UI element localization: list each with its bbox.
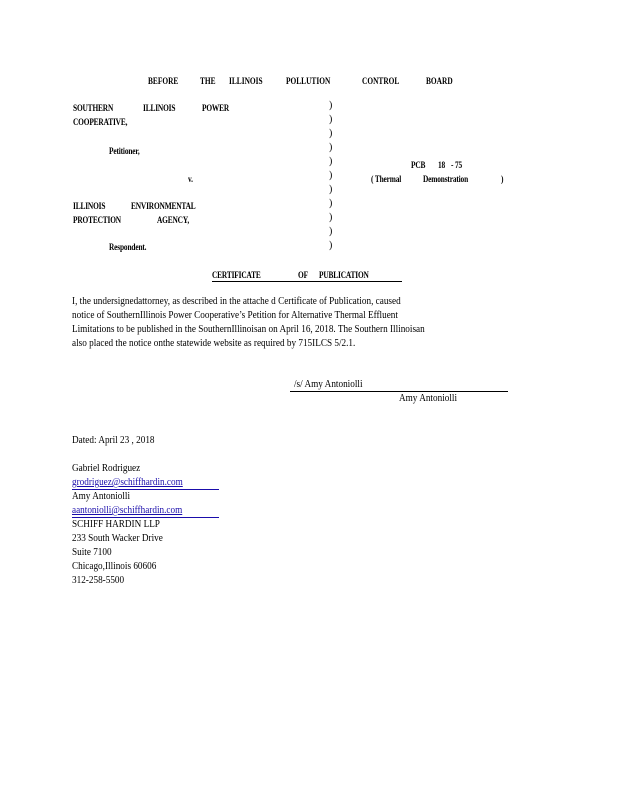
signature-line: /s/ Amy Antoniolli [294, 379, 363, 390]
certificate-title-word: CERTIFICATE [212, 270, 261, 280]
address-line: Suite 7100 [72, 547, 112, 558]
heading-word: THE [200, 76, 216, 86]
heading-word: BOARD [426, 76, 453, 86]
firm-name: SCHIFF HARDIN LLP [72, 519, 160, 530]
heading-word: ILLINOIS [229, 76, 263, 86]
body-line: I, the undersignedattorney, as described in the attache d Certificate of Publication, caused [72, 296, 401, 307]
body-line: also placed the notice onthe statewide website as required by 715ILCS 5/2.1. [72, 338, 356, 349]
address-line: 233 South Wacker Drive [72, 533, 163, 544]
dated-line: Dated: April 23 , 2018 [72, 435, 155, 446]
title-underline [212, 281, 402, 282]
email-link[interactable]: grodriguez@schiffhardin.com [72, 477, 183, 488]
respondent-name: AGENCY, [157, 215, 190, 225]
paren: ) [329, 212, 333, 223]
heading-word: CONTROL [362, 76, 400, 86]
case-number: PCB [411, 160, 426, 170]
respondent-name: ILLINOIS [73, 201, 106, 211]
body-line: notice of SouthernIllinois Power Cooperative’s Petition for Alternative Thermal Effluent [72, 310, 398, 321]
heading-word: BEFORE [148, 76, 179, 86]
case-number: - 75 [451, 160, 463, 170]
paren: ) [329, 114, 333, 125]
paren: ) [329, 226, 333, 237]
petitioner-label: Petitioner, [109, 146, 140, 156]
case-number: 18 [438, 160, 446, 170]
paren: ) [329, 170, 333, 181]
body-line: Limitations to be published in the SouthernIllinoisan on April 16, 2018. The Southern Illinoisan [72, 324, 425, 335]
paren: ) [329, 156, 333, 167]
respondent-label: Respondent. [109, 242, 147, 252]
city-line: Chicago,Illinois 60606 [72, 561, 157, 572]
case-description: ) [501, 174, 504, 184]
email-underline [72, 489, 219, 490]
paren: ) [329, 198, 333, 209]
petitioner-name: ILLINOIS [143, 103, 176, 113]
versus-label: v. [188, 174, 193, 184]
paren: ) [329, 184, 333, 195]
phone-number: 312-258-5500 [72, 575, 125, 586]
attorney-name: Gabriel Rodriguez [72, 463, 141, 474]
respondent-name: PROTECTION [73, 215, 121, 225]
certificate-title-word: PUBLICATION [319, 270, 369, 280]
email-link[interactable]: aantoniolli@schiffhardin.com [72, 505, 183, 516]
paren: ) [329, 128, 333, 139]
heading-word: POLLUTION [286, 76, 331, 86]
petitioner-name-cont: COOPERATIVE, [73, 117, 128, 127]
petitioner-name: POWER [202, 103, 230, 113]
attorney-name: Amy Antoniolli [72, 491, 131, 502]
petitioner-name: SOUTHERN [73, 103, 114, 113]
paren: ) [329, 142, 333, 153]
respondent-name: ENVIRONMENTAL [131, 201, 196, 211]
case-description: Demonstration [423, 174, 469, 184]
certificate-title-word: OF [298, 270, 308, 280]
email-underline [72, 517, 219, 518]
signature-underline [290, 391, 508, 392]
case-description: ( Thermal [371, 174, 402, 184]
printed-name: Amy Antoniolli [399, 393, 458, 404]
paren: ) [329, 240, 333, 251]
paren: ) [329, 100, 333, 111]
